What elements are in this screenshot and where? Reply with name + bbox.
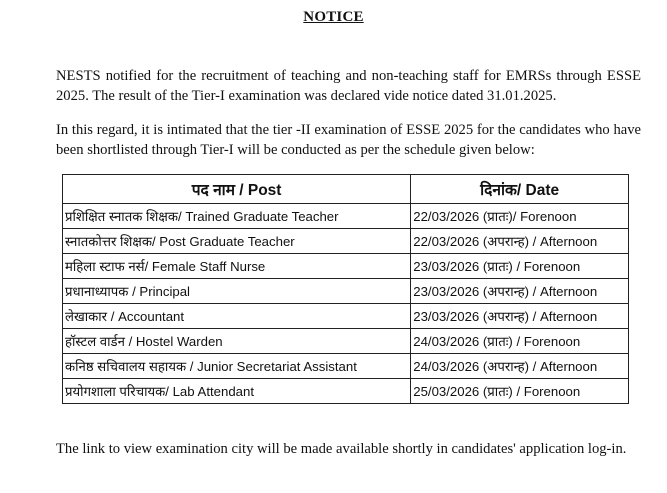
table-row bbox=[63, 304, 629, 329]
table-row bbox=[63, 204, 629, 229]
date-cell: 23/03/2026 (अपरान्ह) / Afternoon bbox=[411, 279, 629, 304]
table-row bbox=[63, 354, 629, 379]
date-cell: 23/03/2026 (प्रातः) / Forenoon bbox=[411, 254, 629, 279]
post-cell: महिला स्टाफ नर्स/ Female Staff Nurse bbox=[63, 254, 411, 279]
date-cell: 23/03/2026 (अपरान्ह) / Afternoon bbox=[411, 304, 629, 329]
post-cell: लेखाकार / Accountant bbox=[63, 304, 411, 329]
post-cell: प्रधानाध्यापक / Principal bbox=[63, 279, 411, 304]
post-cell: कनिष्ठ सचिवालय सहायक / Junior Secretariat Assistant bbox=[63, 354, 411, 379]
table-row bbox=[63, 254, 629, 279]
date-column-header: दिनांक/ Date bbox=[411, 175, 629, 204]
schedule-intro-paragraph: In this regard, it is intimated that the tier -II examination of ESSE 2025 for the candidates who have been shortlisted through Tier-I will be conducted as per the schedule given below: bbox=[56, 122, 641, 158]
post-cell: हॉस्टल वार्डन / Hostel Warden bbox=[63, 329, 411, 354]
date-cell: 24/03/2026 (प्रातः) / Forenoon bbox=[411, 329, 629, 354]
table-row bbox=[63, 279, 629, 304]
date-cell: 24/03/2026 (अपरान्ह) / Afternoon bbox=[411, 354, 629, 379]
city-link-paragraph: The link to view examination city will be made available shortly in candidates' application log-in. bbox=[56, 441, 627, 457]
date-cell: 22/03/2026 (प्रातः)/ Forenoon bbox=[411, 204, 629, 229]
table-row bbox=[63, 329, 629, 354]
date-cell: 25/03/2026 (प्रातः) / Forenoon bbox=[411, 379, 629, 404]
table-header-row bbox=[63, 175, 629, 204]
exam-schedule-table bbox=[62, 174, 629, 404]
post-cell: प्रशिक्षित स्नातक शिक्षक/ Trained Graduate Teacher bbox=[63, 204, 411, 229]
post-column-header: पद नाम / Post bbox=[63, 175, 411, 204]
date-cell: 22/03/2026 (अपरान्ह) / Afternoon bbox=[411, 229, 629, 254]
post-cell: प्रयोगशाला परिचायक/ Lab Attendant bbox=[63, 379, 411, 404]
intro-paragraph: NESTS notified for the recruitment of teaching and non-teaching staff for EMRSs through ESSE 2025. The result of the Tier-I examination was declared vide notice dated 31.01.2025. bbox=[56, 68, 641, 104]
table-row bbox=[63, 229, 629, 254]
post-cell: स्नातकोत्तर शिक्षक/ Post Graduate Teacher bbox=[63, 229, 411, 254]
notice-title: NOTICE bbox=[303, 9, 364, 25]
table-row bbox=[63, 379, 629, 404]
